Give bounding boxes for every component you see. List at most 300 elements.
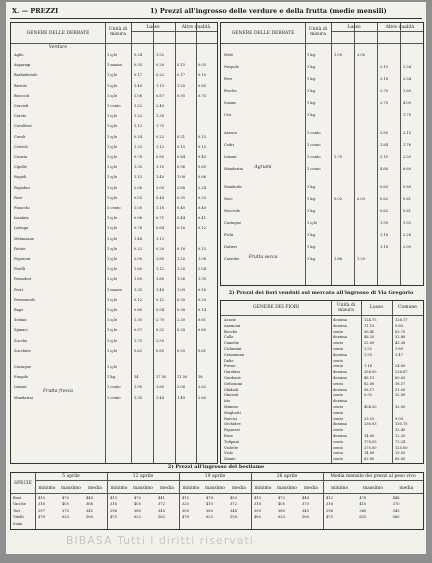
cell-value: 18 [198, 375, 203, 380]
cell-value: 0.17 [134, 73, 143, 78]
row-label: Mandarini [14, 395, 33, 400]
cell-value: 0.22 [134, 246, 143, 251]
cell-value: 2.50 [403, 155, 412, 159]
row-label: Anemoni [224, 323, 241, 328]
cell-value: 625 [206, 515, 213, 520]
table-row [221, 434, 423, 439]
table-row [11, 365, 217, 370]
cell-value: 1.95 [380, 221, 389, 225]
cell-value: 0.32 [156, 328, 165, 333]
table-row [11, 509, 423, 514]
cell-value: 2.70 [156, 318, 165, 323]
cell-value: 0.24 [134, 53, 143, 57]
table-row [221, 457, 423, 462]
table-row [11, 94, 217, 99]
cell-value: 0.64 [177, 155, 186, 159]
table-title: 1) Prezzi all'ingrosso delle verdure e della frutta (medie mensili) [150, 7, 387, 15]
table-row [221, 155, 423, 160]
cell-value: 24.00 [395, 364, 406, 369]
cell-value: 32.45 [395, 428, 406, 433]
cell-value: 0.61 [403, 197, 412, 201]
row-label: Carciofi [14, 104, 29, 108]
cell-value: 72.24 [395, 439, 406, 444]
row-label: Calle [224, 335, 234, 340]
cell-value: 1.18 [364, 364, 373, 369]
cell-value: 14 [134, 375, 139, 380]
table-row [221, 318, 423, 323]
row-label: Datteri [224, 245, 237, 249]
cell-value: 1 mazzo [107, 63, 122, 68]
row-label: Insalata [14, 216, 29, 221]
cell-value: 2.08 [177, 385, 186, 390]
col-header-genere-r: GENERE DELLE DERRATE [231, 31, 295, 36]
cell-value: 413 [110, 496, 117, 500]
cell-value: 1 q.le [107, 175, 118, 180]
cell-value: 0.78 [134, 155, 143, 159]
date-col-2: 12 aprile [132, 474, 154, 479]
row-label: Cavoli [14, 134, 26, 139]
row-label: Gladioli [224, 387, 239, 392]
date-col-1: 5 aprile [62, 474, 80, 479]
cell-value: cento [333, 347, 344, 351]
row-label: Nespole [224, 65, 239, 69]
row-label: Castagne [14, 365, 32, 369]
cell-value: 1 q.le [107, 365, 118, 369]
cell-value: 1 cento [307, 131, 321, 135]
cell-value: 52.00 [364, 341, 375, 346]
cell-value: 300 [182, 508, 189, 513]
cell-value: 1 q.le [107, 338, 118, 343]
cell-value: 0.15 [177, 144, 186, 149]
cell-value: 1 q.le [107, 144, 118, 149]
sub-header: media [160, 486, 174, 491]
row-label: Carote [14, 114, 27, 119]
cell-value: 1.60 [403, 89, 412, 93]
row-label: Mandarini [224, 167, 243, 171]
table-row [11, 196, 217, 201]
cell-value: 1 kg. [307, 209, 317, 213]
table-row [11, 308, 217, 313]
cell-value: 1.86 [334, 257, 343, 261]
cell-value: 1 q.le [107, 318, 118, 323]
cell-value: 2.15 [380, 65, 389, 69]
table-row [11, 349, 217, 354]
cell-value: 1 cento [107, 206, 121, 210]
cell-value: 226.67 [395, 370, 408, 375]
row-label: Cedri [224, 143, 235, 147]
table-row [221, 257, 423, 262]
cell-value: 4.60 [380, 167, 389, 171]
row-label: Barbabietole [14, 73, 38, 78]
cell-value: 372 [158, 502, 165, 507]
cell-value: dozzina [333, 335, 347, 340]
table-row [11, 114, 217, 119]
cell-value: 65.00 [395, 457, 406, 462]
fiori-table [220, 300, 424, 464]
cell-value: 1.52 [134, 104, 143, 108]
table-row [221, 370, 423, 375]
cell-value: 296 [326, 508, 333, 513]
cell-value: 0.20 [198, 297, 207, 302]
table-row [221, 324, 423, 329]
table-row [221, 446, 423, 451]
cell-value: 1 q.le [107, 185, 118, 190]
cell-value: 1 q.le [107, 53, 118, 57]
cell-value: 1.75 [403, 113, 412, 117]
cell-value: cento [333, 451, 344, 456]
table-row [221, 405, 423, 410]
table-row [221, 65, 423, 70]
cell-value: 11.10 [364, 323, 375, 328]
table-row [11, 385, 217, 390]
col-header-unita: Unità di misura [108, 27, 128, 37]
cell-value: 1.20 [177, 267, 186, 272]
table-row [221, 393, 423, 398]
cell-value: 46.20 [364, 335, 375, 340]
table-row [11, 396, 217, 401]
cell-value: 1 kg. [307, 185, 317, 189]
row-label: Mandorle [224, 185, 242, 189]
row-label: Camelie [224, 341, 239, 346]
cell-value: 82.00 [364, 381, 375, 386]
cell-value: 0.16 [177, 246, 186, 251]
table-row [221, 359, 423, 364]
row-label: Crisantemi [224, 352, 245, 357]
sub-header: minimo [182, 486, 200, 491]
table-row [221, 364, 423, 369]
cell-value: dozzina [333, 370, 347, 375]
cell-value: 1.12 [156, 236, 165, 241]
cell-value: 1.48 [156, 287, 165, 292]
cell-value: 300 [254, 508, 261, 513]
cell-value: 1.08 [177, 175, 186, 180]
table-row [221, 422, 423, 427]
cell-value: 348 [230, 508, 237, 513]
row-label: Lattuga [14, 226, 29, 231]
cell-value: 412 [326, 496, 333, 500]
table-row [11, 318, 217, 323]
table-row [11, 216, 217, 221]
cell-value: 1.10 [156, 165, 165, 170]
cell-value: 470 [62, 496, 69, 500]
col-header-comune-fiori: Comune [398, 305, 417, 310]
fiori-title: 2) Prezzi dei fiori venduti sul mercato all'ingrosso di Via Gregorio [228, 290, 414, 296]
cell-value: 1 q.le [107, 216, 118, 221]
cell-value: 0.55 [134, 63, 143, 68]
table-row [221, 376, 423, 381]
cell-value: cento [333, 410, 344, 415]
table-row [11, 206, 217, 211]
row-label: Buoi [13, 496, 22, 500]
cell-value: 6.60 [403, 167, 412, 171]
cell-value: 450 [230, 496, 237, 500]
date-col-4: 26 aprile [276, 474, 298, 479]
cell-value: 1.84 [380, 143, 389, 147]
cell-value: 1.20 [177, 83, 186, 88]
cell-value: 1.70 [334, 155, 343, 159]
cell-value: 2.00 [134, 257, 143, 261]
cell-value: 1 kg. [307, 113, 317, 117]
cell-value: cento [333, 393, 344, 398]
cell-value: 1.12 [134, 124, 143, 129]
cell-value: 1 q.le [107, 83, 118, 88]
table-row [221, 245, 423, 250]
row-label: Aglio [14, 53, 24, 57]
sub-header: massimo [363, 486, 383, 491]
cell-value: 415 [254, 496, 261, 500]
cell-value: 0.15 [177, 63, 186, 68]
table-row [221, 399, 423, 404]
cell-value: 2.15 [403, 131, 412, 135]
table-row [11, 135, 217, 140]
row-label: Cetrioli [14, 144, 28, 149]
cell-value: 345 [158, 508, 165, 513]
table-row [221, 330, 423, 335]
cell-value: 11.50 [177, 375, 188, 380]
cell-value: 1.52 [156, 53, 165, 57]
section-title: X. — PREZZI [12, 7, 59, 15]
row-label: Tori [13, 508, 21, 513]
cell-value: 0.16 [177, 226, 186, 231]
cell-value: 1.40 [134, 83, 143, 88]
cell-value: 1.18 [380, 233, 389, 237]
cell-value: 1 q.le [107, 226, 118, 231]
cell-value: 620 [278, 515, 285, 520]
cell-value: 2.20 [177, 318, 186, 323]
row-label: Violette [224, 445, 239, 450]
table-row [11, 375, 217, 380]
sub-header: minimo [254, 486, 272, 491]
col-header-lusso-fiori: Lusso [369, 305, 384, 310]
cell-value: 1 q.le [107, 93, 118, 98]
cell-value: 345 [392, 508, 400, 513]
cell-value: 0.41 [198, 216, 207, 221]
row-label: Iris [224, 399, 231, 404]
cell-value: 410 [206, 502, 213, 507]
cell-value: 0.20 [177, 297, 186, 302]
row-label: Mimose [224, 405, 239, 409]
cell-value: 1.12 [156, 144, 165, 149]
cell-value: 150.75 [395, 422, 408, 427]
row-label: Zinnie [224, 457, 236, 462]
cell-value: 43.38 [395, 341, 406, 346]
cell-value: cento [333, 405, 344, 409]
cell-value: 1 cento [307, 155, 321, 159]
cell-value: 1.55 [364, 352, 373, 357]
cell-value: 0.80 [403, 185, 412, 189]
table-row [11, 298, 217, 303]
cell-value: 0.22 [156, 73, 165, 78]
cell-value: 0.76 [134, 226, 143, 231]
cell-value: 0.45 [198, 155, 207, 159]
cell-value: 0.55 [177, 348, 186, 353]
cell-value: cento [333, 428, 344, 433]
cell-value: 0.62 [380, 209, 389, 213]
cell-value: 1.75 [156, 124, 165, 129]
cell-value: 1 q.le [107, 246, 118, 251]
cell-value: 0.17 [177, 73, 186, 78]
cell-value: 1 kg. [307, 197, 317, 201]
cell-value: 1.09 [177, 287, 186, 292]
cell-value: 1 q.le [107, 236, 118, 241]
table-row [221, 101, 423, 106]
cell-value: 0.96 [177, 165, 186, 170]
cell-value: 2.24 [198, 185, 207, 190]
cell-value: 0.15 [198, 246, 207, 251]
row-label: Limoni [14, 385, 27, 390]
cell-value: 0.61 [198, 348, 207, 353]
col-header-unita-fiori: Unità di misura [336, 303, 356, 313]
cell-value: 63.75 [395, 329, 406, 334]
cell-value: 368 [86, 502, 93, 507]
table-row [11, 502, 423, 507]
cell-value: 470 [134, 496, 141, 500]
cell-value: 0.21 [177, 134, 186, 139]
row-label: Patate [14, 246, 26, 251]
table-row [221, 382, 423, 387]
cell-value: 404.30 [364, 405, 377, 409]
row-label: Fagiolini [14, 185, 30, 190]
row-label: Peperoni [14, 257, 31, 261]
cell-value: 1.06 [134, 93, 143, 98]
table-row [221, 388, 423, 393]
table-row [11, 277, 217, 282]
cell-value: 0.80 [134, 308, 143, 312]
cell-value: 1 cento [107, 104, 121, 108]
cell-value: 1 kg. [307, 89, 317, 93]
cell-value: 478 [38, 515, 45, 520]
cell-value: 0.60 [198, 165, 207, 170]
cell-value: 0.92 [364, 393, 373, 398]
table-row [11, 247, 217, 252]
cell-value: 27.50 [156, 375, 167, 380]
row-label: Rape [14, 308, 24, 312]
cell-value: 0.57 [134, 328, 143, 333]
frutta-agrumi-table [220, 22, 424, 286]
row-label: Garofani [224, 370, 240, 375]
cell-value: 560 [302, 515, 309, 520]
table-row [11, 288, 217, 293]
cell-value: 0.20 [156, 246, 165, 251]
cell-value: 0.10 [198, 73, 207, 78]
cell-value: 0.16 [198, 287, 207, 292]
cell-value: 0.12 [134, 297, 143, 302]
row-label: Fagioli [14, 175, 27, 180]
sub-header: media [88, 486, 102, 491]
table-row [221, 131, 423, 136]
cell-value: 2.18 [380, 77, 389, 81]
cell-value: 1 q.le [107, 155, 118, 159]
row-label: Sedani [14, 318, 27, 323]
cell-value: 410 [359, 502, 367, 507]
cell-value: 2.40 [156, 104, 165, 108]
cell-value: 1 cento [107, 385, 121, 390]
cell-value: 2.54 [403, 77, 412, 81]
cell-value: 415 [182, 496, 189, 500]
cell-value: 1.35 [134, 395, 143, 400]
cell-value: 1 q.le [107, 124, 118, 129]
cell-value: 318 [254, 502, 261, 507]
cell-value: 1.20 [177, 257, 186, 261]
cell-value: 1.00 [134, 206, 143, 210]
subsection-frutta: Frutta fresca [43, 389, 73, 394]
table-row [11, 175, 217, 180]
cell-value: 1 q.le [107, 267, 118, 272]
cell-value: 1.85 [156, 257, 165, 261]
cell-value: 1.56 [177, 277, 186, 282]
cell-value: 0.20 [156, 63, 165, 68]
cell-value: 1.30 [198, 277, 207, 282]
cell-value: 1.90 [134, 385, 143, 390]
cell-value: 625 [359, 515, 367, 520]
document-page [6, 2, 426, 554]
row-label: Cavolfiori [14, 124, 32, 129]
cell-value: 0.25 [198, 195, 207, 200]
table-row [221, 89, 423, 94]
cell-value: 316 [110, 502, 117, 507]
table-row [11, 339, 217, 344]
cell-value: 126.17 [395, 318, 408, 322]
table-row [221, 143, 423, 148]
cell-value: 622 [134, 515, 141, 520]
cell-value: 380 [359, 508, 367, 513]
table-row [11, 186, 217, 191]
table-row [11, 165, 217, 170]
cell-value: 13.50 [395, 451, 406, 456]
cell-value: 316 [38, 502, 45, 507]
row-label: Rose [224, 434, 233, 438]
row-label: Limoni [224, 155, 237, 159]
row-label: Fresie [224, 364, 236, 369]
row-label: Asparagi [14, 63, 31, 68]
row-label: Gardenie [224, 376, 241, 380]
cell-value: 1.60 [156, 277, 165, 282]
watermark: BIBASA Tutti i diritti riservati [66, 534, 254, 547]
cell-value: cento [333, 457, 344, 462]
cell-value: 1.75 [134, 338, 143, 343]
table-row [221, 209, 423, 214]
cell-value: 1 q.le [107, 277, 118, 282]
cell-value: 32.50 [395, 405, 406, 409]
cell-value: 2.75 [380, 101, 389, 105]
cell-value: 1.48 [156, 395, 165, 400]
cell-value: cento [333, 364, 344, 369]
cell-value: 1 kg. [307, 245, 317, 249]
cell-value: 0.60 [198, 328, 207, 333]
cell-value: 1 kg. [307, 53, 317, 57]
cell-value: 1 q.le [107, 257, 118, 261]
row-label: Cipolle [14, 165, 27, 170]
cell-value: 51.00 [395, 387, 406, 392]
table-row [221, 428, 423, 433]
row-label: Zucchine [14, 348, 31, 353]
cell-value: 2.70 [380, 89, 389, 93]
table-row [221, 221, 423, 226]
cell-value: 560 [392, 515, 400, 520]
cell-value: 1.18 [156, 206, 165, 210]
cell-value: 448 [86, 496, 93, 500]
table-row [11, 226, 217, 231]
table-row [11, 84, 217, 89]
cell-value: 1.30 [156, 114, 165, 119]
cell-value: 275.00 [364, 445, 377, 450]
cell-value: 1.08 [198, 257, 207, 261]
cell-value: 18.57 [395, 381, 406, 386]
cell-value: 441 [158, 496, 165, 500]
cell-value: 236.93 [364, 422, 377, 427]
cell-value: dozzina [333, 399, 347, 404]
cell-value: 1 q.le [107, 348, 118, 353]
